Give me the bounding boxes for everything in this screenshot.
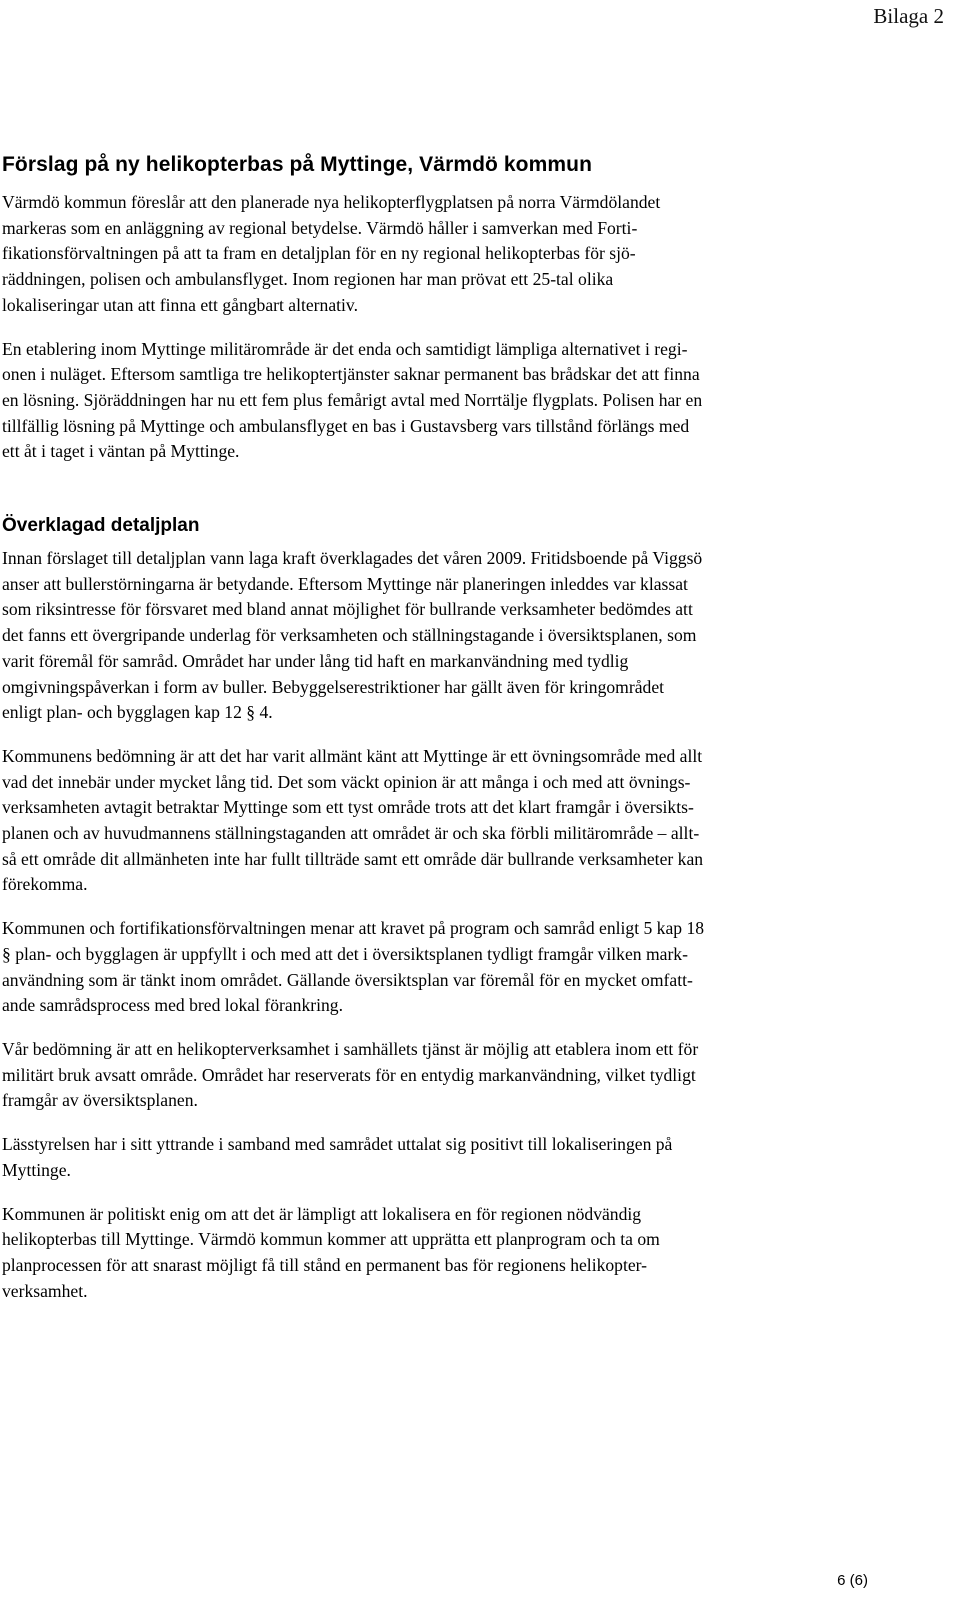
text-line: enligt plan- och bygglagen kap 12 § 4. (2, 702, 273, 723)
text-line: ande samrådsprocess med bred lokal förankring. (2, 995, 344, 1016)
text-line: Värmdö kommun föreslår att den planerade nya helikopterflygplatsen på norra Värmdölandet (2, 192, 661, 212)
text-line: tillfällig lösning på Myttinge och ambulansflyget en bas i Gustavsberg vars tillstånd förlängs med (2, 415, 690, 436)
text-line: fikationsförvaltningen på att ta fram en detaljplan för en ny regional helikopterbas för sjö- (2, 243, 636, 264)
text-line: Kommunen och fortifikationsförvaltningen menar att kravet på program och samråd enligt 5 kap 18 (2, 918, 705, 939)
paragraph (2, 190, 882, 319)
section-title-appeal: Överklagad detaljplan (2, 515, 200, 537)
section-title-proposal: Förslag på ny helikopterbas på Myttinge, Värmdö kommun (2, 153, 593, 176)
text-line: Innan förslaget till detaljplan vann laga kraft överklagades det våren 2009. Fritidsboende på Viggsö (2, 548, 703, 569)
text-line: varit föremål för samråd. Området har under lång tid haft en markanvändning med tydlig (2, 650, 629, 671)
text-line: det fanns ett övergripande underlag för verksamheten och ställningstagande i översiktsplanen, som (2, 625, 697, 646)
text-line: så ett område dit allmänheten inte har fullt tillträde samt ett område där bullrande verksamheter kan (2, 848, 704, 869)
paragraph (2, 916, 882, 1019)
page-number: 6 (6) (837, 1572, 868, 1589)
text-line: militärt bruk avsatt område. Området har reserverats för en entydig markanvändning, vilket tydligt (2, 1064, 696, 1085)
paragraph (2, 337, 882, 466)
text-line: Myttinge. (2, 1159, 71, 1180)
text-line: helikopterbas till Myttinge. Värmdö kommun kommer att upprätta ett planprogram och ta om (2, 1229, 660, 1250)
text-line: ett åt i taget i väntan på Myttinge. (2, 441, 240, 462)
paragraph (2, 1202, 882, 1305)
text-line: förekomma. (2, 874, 88, 895)
text-line: en lösning. Sjöräddningen har nu ett fem plus femårigt avtal med Norrtälje flygplats. Polisen har en (2, 389, 703, 410)
text-line: En etablering inom Myttinge militärområde är det enda och samtidigt lämpliga alternativet i regi- (2, 338, 688, 359)
section-appeal-body (2, 546, 882, 1304)
text-line: planprocessen för att snarast möjligt få till stånd en permanent bas för regionens helikopter- (2, 1254, 648, 1275)
text-line: verksamheten avtagit betraktar Myttinge som ett tyst område trots att det klart framgår i översikts- (2, 797, 694, 818)
text-line: som riksintresse för försvaret med bland annat möjlighet för bullrande verksamheter bedömdes att (2, 599, 693, 620)
text-line: planen och av huvudmannens ställningstaganden att området är och ska förbli militärområde – allt- (2, 823, 700, 844)
text-line: lokaliseringar utan att finna ett gångbart alternativ. (2, 294, 358, 315)
text-line: omgivningspåverkan i form av buller. Bebyggelserestriktioner har gällt även för kringområdet (2, 676, 665, 697)
document-body (0, 150, 882, 1322)
text-line: Lässtyrelsen har i sitt yttrande i samband med samrådet uttalat sig positivt till lokaliseringen på (2, 1134, 673, 1155)
text-line: Kommunen är politiskt enig om att det är lämpligt att lokalisera en för regionen nödvändig (2, 1203, 642, 1224)
paragraph (2, 546, 882, 726)
text-line: anser att bullerstörningarna är betydande. Eftersom Myttinge när planeringen inleddes var klassat (2, 573, 688, 594)
paragraph (2, 744, 882, 898)
text-line: markeras som en anläggning av regional betydelse. Värmdö håller i samverkan med Forti- (2, 217, 638, 238)
text-line: Vår bedömning är att en helikopterverksamhet i samhällets tjänst är möjlig att etablera inom ett för (2, 1038, 699, 1059)
text-line: vad det innebär under mycket lång tid. Det som väckt opinion är att många i och med att övnings- (2, 771, 691, 792)
text-line: användning som är tänkt inom området. Gällande översiktsplan var föremål för en mycket omfatt- (2, 969, 693, 990)
text-line: Kommunens bedömning är att det har varit allmänt känt att Myttinge är ett övningsområde med allt (2, 745, 703, 766)
text-line: framgår av översiktsplanen. (2, 1090, 198, 1111)
text-line: onen i nuläget. Eftersom samtliga tre helikoptertjänster saknar permanent bas brådskar det att finna (2, 364, 700, 385)
paragraph (2, 1037, 882, 1114)
section-proposal-body (2, 190, 882, 465)
text-line: verksamhet. (2, 1280, 88, 1301)
attachment-label: Bilaga 2 (873, 4, 944, 28)
text-line: räddningen, polisen och ambulansflyget. Inom regionen har man prövat ett 25-tal olika (2, 269, 614, 290)
paragraph (2, 1132, 882, 1183)
text-line: § plan- och bygglagen är uppfyllt i och med att det i översiktsplanen tydligt framgår vilken mark- (2, 943, 688, 964)
